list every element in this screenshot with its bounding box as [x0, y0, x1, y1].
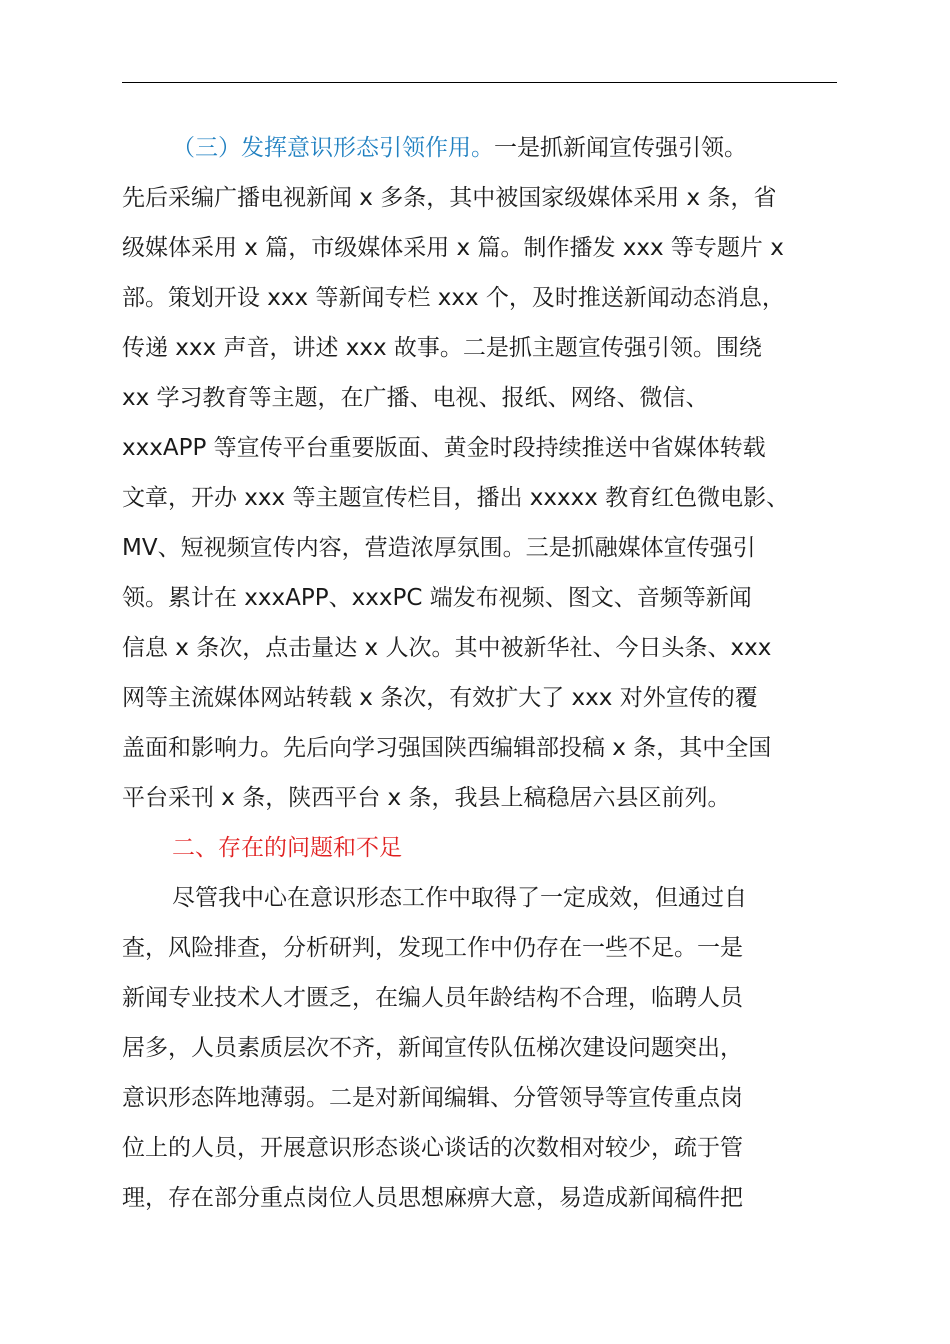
paragraph-line: MV、短视频宣传内容，营造浓厚氛围。三是抓融媒体宣传强引: [122, 535, 756, 561]
paragraph-line: xxxAPP 等宣传平台重要版面、黄金时段持续推送中省媒体转载: [122, 435, 766, 461]
paragraph-line: 居多，人员素质层次不齐，新闻宣传队伍梯次建设问题突出，: [122, 1035, 743, 1061]
section-3-first-line: [172, 128, 862, 168]
paragraph-line: 网等主流媒体网站转载 x 条次，有效扩大了 xxx 对外宣传的覆: [122, 685, 758, 711]
paragraph-line: 文章，开办 xxx 等主题宣传栏目，播出 xxxxx 教育红色微电影、: [122, 485, 790, 511]
section-heading-problems: 二、存在的问题和不足: [172, 835, 402, 861]
paragraph-line: 先后采编广播电视新闻 x 多条，其中被国家级媒体采用 x 条，省: [122, 185, 777, 211]
paragraph-line: xx 学习教育等主题，在广播、电视、报纸、网络、微信、: [122, 385, 709, 411]
paragraph-line: 位上的人员，开展意识形态谈心谈话的次数相对较少，疏于管: [122, 1135, 743, 1161]
paragraph-line: 部。策划开设 xxx 等新闻专栏 xxx 个，及时推送新闻动态消息，: [122, 285, 785, 311]
header-rule: [122, 82, 837, 83]
paragraph-line: 查，风险排查，分析研判，发现工作中仍存在一些不足。一是: [122, 935, 743, 961]
paragraph-line: 传递 xxx 声音，讲述 xxx 故事。二是抓主题宣传强引领。围绕: [122, 335, 762, 361]
section-3-lead-sentence: 一是抓新闻宣传强引领。: [494, 135, 747, 161]
section-3-heading: （三）发挥意识形态引领作用。: [172, 135, 494, 161]
paragraph-line: 领。累计在 xxxAPP、xxxPC 端发布视频、图文、音频等新闻: [122, 585, 752, 611]
paragraph-line: 级媒体采用 x 篇，市级媒体采用 x 篇。制作播发 xxx 等专题片 x: [122, 235, 784, 261]
paragraph-line: 理，存在部分重点岗位人员思想麻痹大意，易造成新闻稿件把: [122, 1185, 743, 1211]
paragraph-line: 盖面和影响力。先后向学习强国陕西编辑部投稿 x 条，其中全国: [122, 735, 772, 761]
paragraph-line: 平台采刊 x 条，陕西平台 x 条，我县上稿稳居六县区前列。: [122, 785, 731, 811]
paragraph-line: 尽管我中心在意识形态工作中取得了一定成效，但通过自: [172, 885, 747, 911]
paragraph-line: 意识形态阵地薄弱。二是对新闻编辑、分管领导等宣传重点岗: [122, 1085, 743, 1111]
paragraph-line: 新闻专业技术人才匮乏，在编人员年龄结构不合理，临聘人员: [122, 985, 743, 1011]
paragraph-line: 信息 x 条次，点击量达 x 人次。其中被新华社、今日头条、xxx: [122, 635, 772, 661]
